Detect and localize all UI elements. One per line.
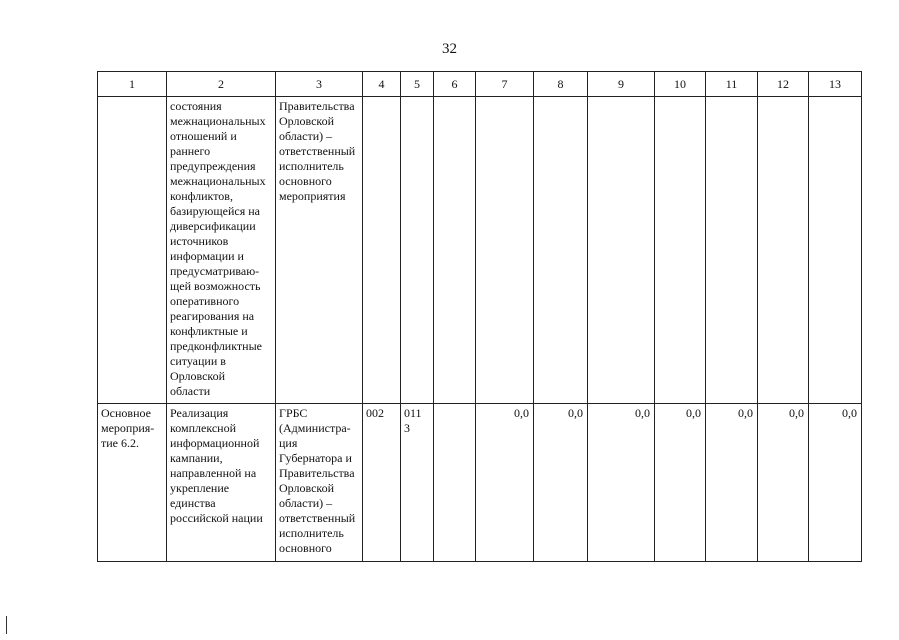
cell-text <box>434 404 475 406</box>
cell-value: 0,0 <box>568 406 583 420</box>
table-cell <box>434 404 476 562</box>
table-cell <box>363 97 401 404</box>
table-row <box>98 404 862 562</box>
table-header-row <box>98 72 862 97</box>
cell-text: состояния межнациональных отношений и раннего предупреждения межнациональных конфликтов, базирующейся на диверсификации источников информации и предусматриваю- щей возможность оперативного реагирования на конфликтные и предконфликтные ситуации в Орловской области <box>170 99 266 398</box>
column-header: 2 <box>167 72 276 97</box>
table-cell <box>534 97 588 404</box>
column-header: 5 <box>401 72 434 97</box>
table-cell <box>167 404 276 562</box>
column-header: 12 <box>758 72 809 97</box>
column-header: 3 <box>276 72 363 97</box>
table-cell <box>809 404 862 562</box>
cell-text: Основное мероприя- тие 6.2. <box>101 406 155 450</box>
table-cell <box>98 404 167 562</box>
table-cell <box>276 97 363 404</box>
cell-text: Правительства Орловской области) – ответственный исполнитель основного мероприятия <box>279 99 356 203</box>
cell-value: 0,0 <box>686 406 701 420</box>
cell-text: Реализация комплексной информационной кампании, направленной на укрепление единства российской нации <box>170 406 263 525</box>
column-header: 7 <box>476 72 534 97</box>
column-header: 1 <box>98 72 167 97</box>
program-table <box>97 71 862 562</box>
table-cell <box>534 404 588 562</box>
cell-text: ГРБС (Администра- ция Губернатора и Правительства Орловской области) – ответственный исполнитель основного <box>279 406 356 555</box>
table-cell <box>476 97 534 404</box>
table-cell <box>434 97 476 404</box>
table-cell <box>98 97 167 404</box>
table-cell <box>706 97 758 404</box>
table-cell <box>706 404 758 562</box>
column-header: 13 <box>809 72 862 97</box>
table-cell <box>401 404 434 562</box>
table-cell <box>809 97 862 404</box>
cell-value: 0,0 <box>738 406 753 420</box>
scan-edge-mark <box>6 616 7 634</box>
table-cell <box>167 97 276 404</box>
column-header: 9 <box>588 72 655 97</box>
table-cell <box>588 404 655 562</box>
cell-text <box>98 97 166 99</box>
table-cell <box>363 404 401 562</box>
column-header: 6 <box>434 72 476 97</box>
cell-text: 002 <box>366 406 384 420</box>
column-header: 4 <box>363 72 401 97</box>
cell-value: 0,0 <box>514 406 529 420</box>
column-header: 8 <box>534 72 588 97</box>
cell-value: 0,0 <box>789 406 804 420</box>
cell-text: 011 3 <box>404 406 422 435</box>
cell-value: 0,0 <box>635 406 650 420</box>
table-cell <box>476 404 534 562</box>
table-row <box>98 97 862 404</box>
table-cell <box>276 404 363 562</box>
table-cell <box>758 404 809 562</box>
column-header: 10 <box>655 72 706 97</box>
table-cell <box>758 97 809 404</box>
table-cell <box>655 97 706 404</box>
table-cell <box>588 97 655 404</box>
column-header: 11 <box>706 72 758 97</box>
table-cell <box>655 404 706 562</box>
table-cell <box>401 97 434 404</box>
cell-value: 0,0 <box>842 406 857 420</box>
page-number: 32 <box>442 41 457 57</box>
